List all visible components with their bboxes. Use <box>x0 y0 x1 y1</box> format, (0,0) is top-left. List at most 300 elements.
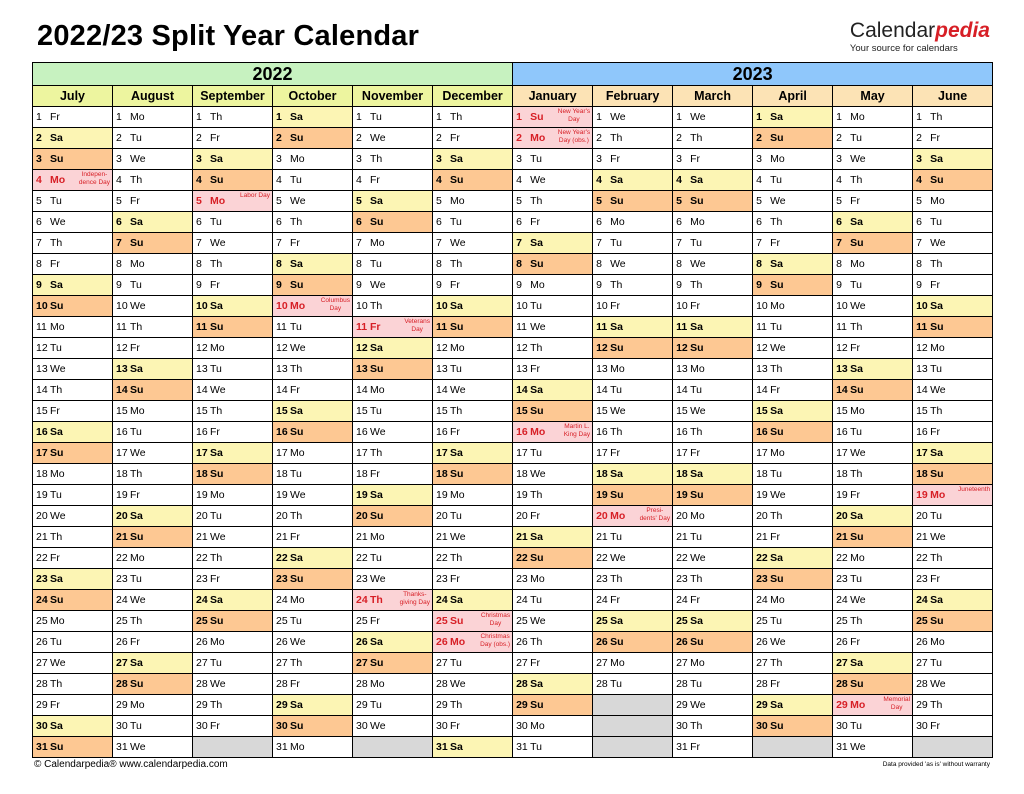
day-cell[interactable] <box>913 338 993 359</box>
day-cell[interactable] <box>273 443 353 464</box>
day-cell[interactable] <box>113 485 193 506</box>
day-cell[interactable] <box>433 737 513 758</box>
day-cell[interactable] <box>433 128 513 149</box>
day-cell[interactable] <box>353 611 433 632</box>
day-cell[interactable] <box>913 485 993 506</box>
day-cell[interactable] <box>33 485 113 506</box>
day-cell[interactable] <box>113 632 193 653</box>
day-cell[interactable] <box>673 149 753 170</box>
day-cell[interactable] <box>513 128 593 149</box>
day-cell[interactable] <box>33 296 113 317</box>
day-cell[interactable] <box>673 191 753 212</box>
day-cell[interactable] <box>353 338 433 359</box>
day-cell[interactable] <box>913 590 993 611</box>
day-cell[interactable] <box>433 380 513 401</box>
day-cell[interactable] <box>673 107 753 128</box>
day-cell[interactable] <box>593 653 673 674</box>
day-cell[interactable] <box>193 611 273 632</box>
day-cell[interactable] <box>273 695 353 716</box>
day-cell[interactable] <box>113 401 193 422</box>
day-cell[interactable] <box>353 569 433 590</box>
day-cell[interactable] <box>273 569 353 590</box>
day-cell[interactable] <box>673 170 753 191</box>
day-cell[interactable] <box>513 611 593 632</box>
day-cell[interactable] <box>673 296 753 317</box>
day-cell[interactable] <box>433 464 513 485</box>
day-cell[interactable] <box>753 107 833 128</box>
day-cell[interactable] <box>513 359 593 380</box>
day-cell[interactable] <box>353 485 433 506</box>
day-cell[interactable] <box>513 716 593 737</box>
day-cell[interactable] <box>753 128 833 149</box>
day-cell[interactable] <box>513 233 593 254</box>
day-cell[interactable] <box>33 233 113 254</box>
day-cell[interactable] <box>833 401 913 422</box>
day-cell[interactable] <box>513 380 593 401</box>
day-cell[interactable] <box>753 695 833 716</box>
day-cell[interactable] <box>753 359 833 380</box>
day-cell[interactable] <box>673 548 753 569</box>
day-cell[interactable] <box>673 380 753 401</box>
day-cell[interactable] <box>913 317 993 338</box>
day-cell[interactable] <box>193 485 273 506</box>
day-cell[interactable] <box>913 611 993 632</box>
day-cell[interactable] <box>273 128 353 149</box>
day-cell[interactable] <box>833 569 913 590</box>
day-cell[interactable] <box>193 128 273 149</box>
day-cell[interactable] <box>513 443 593 464</box>
day-cell[interactable] <box>273 107 353 128</box>
day-cell[interactable] <box>913 296 993 317</box>
day-cell[interactable] <box>833 590 913 611</box>
day-cell[interactable] <box>593 233 673 254</box>
day-cell[interactable] <box>273 548 353 569</box>
day-cell[interactable] <box>673 737 753 758</box>
day-cell[interactable] <box>33 212 113 233</box>
day-cell[interactable] <box>433 695 513 716</box>
day-cell[interactable] <box>273 338 353 359</box>
day-cell[interactable] <box>753 653 833 674</box>
day-cell[interactable] <box>753 569 833 590</box>
day-cell[interactable] <box>33 716 113 737</box>
day-cell[interactable] <box>673 317 753 338</box>
day-cell[interactable] <box>673 674 753 695</box>
day-cell[interactable] <box>753 611 833 632</box>
day-cell[interactable] <box>753 233 833 254</box>
day-cell[interactable] <box>833 149 913 170</box>
day-cell[interactable] <box>913 359 993 380</box>
day-cell[interactable] <box>833 506 913 527</box>
day-cell[interactable] <box>593 149 673 170</box>
day-cell[interactable] <box>33 443 113 464</box>
day-cell[interactable] <box>33 653 113 674</box>
day-cell[interactable] <box>433 611 513 632</box>
day-cell[interactable] <box>593 275 673 296</box>
day-cell[interactable] <box>673 716 753 737</box>
day-cell[interactable] <box>33 401 113 422</box>
day-cell[interactable] <box>33 632 113 653</box>
day-cell[interactable] <box>513 632 593 653</box>
day-cell[interactable] <box>673 233 753 254</box>
day-cell[interactable] <box>33 590 113 611</box>
day-cell[interactable] <box>753 380 833 401</box>
day-cell[interactable] <box>593 296 673 317</box>
day-cell[interactable] <box>913 632 993 653</box>
day-cell[interactable] <box>753 254 833 275</box>
day-cell[interactable] <box>353 191 433 212</box>
day-cell[interactable] <box>433 191 513 212</box>
day-cell[interactable] <box>593 632 673 653</box>
day-cell[interactable] <box>753 170 833 191</box>
day-cell[interactable] <box>753 422 833 443</box>
day-cell[interactable] <box>673 401 753 422</box>
day-cell[interactable] <box>593 506 673 527</box>
day-cell[interactable] <box>33 527 113 548</box>
day-cell[interactable] <box>433 548 513 569</box>
day-cell[interactable] <box>913 212 993 233</box>
day-cell[interactable] <box>193 674 273 695</box>
day-cell[interactable] <box>193 716 273 737</box>
day-cell[interactable] <box>273 359 353 380</box>
day-cell[interactable] <box>833 695 913 716</box>
footer-copyright[interactable]: © Calendarpedia® www.calendarpedia.com <box>34 759 228 770</box>
day-cell[interactable] <box>673 464 753 485</box>
day-cell[interactable] <box>113 695 193 716</box>
day-cell[interactable] <box>673 359 753 380</box>
day-cell[interactable] <box>433 275 513 296</box>
day-cell[interactable] <box>353 401 433 422</box>
day-cell[interactable] <box>193 275 273 296</box>
day-cell[interactable] <box>833 464 913 485</box>
day-cell[interactable] <box>513 590 593 611</box>
day-cell[interactable] <box>193 548 273 569</box>
day-cell[interactable] <box>273 254 353 275</box>
day-cell[interactable] <box>33 128 113 149</box>
day-cell[interactable] <box>673 254 753 275</box>
day-cell[interactable] <box>33 464 113 485</box>
day-cell[interactable] <box>273 170 353 191</box>
day-cell[interactable] <box>833 380 913 401</box>
day-cell[interactable] <box>433 170 513 191</box>
day-cell[interactable] <box>433 233 513 254</box>
day-cell[interactable] <box>593 527 673 548</box>
day-cell[interactable] <box>673 569 753 590</box>
day-cell[interactable] <box>33 359 113 380</box>
day-cell[interactable] <box>353 128 433 149</box>
day-cell[interactable] <box>593 590 673 611</box>
day-cell[interactable] <box>353 548 433 569</box>
day-cell[interactable] <box>273 275 353 296</box>
day-cell[interactable] <box>113 590 193 611</box>
day-cell[interactable] <box>913 716 993 737</box>
day-cell[interactable] <box>513 317 593 338</box>
day-cell[interactable] <box>833 107 913 128</box>
day-cell[interactable] <box>193 170 273 191</box>
day-cell[interactable] <box>833 317 913 338</box>
day-cell[interactable] <box>113 233 193 254</box>
day-cell[interactable] <box>913 548 993 569</box>
day-cell[interactable] <box>673 695 753 716</box>
day-cell[interactable] <box>513 653 593 674</box>
day-cell[interactable] <box>273 317 353 338</box>
day-cell[interactable] <box>33 275 113 296</box>
day-cell[interactable] <box>913 170 993 191</box>
day-cell[interactable] <box>833 233 913 254</box>
day-cell[interactable] <box>513 275 593 296</box>
day-cell[interactable] <box>913 443 993 464</box>
day-cell[interactable] <box>833 548 913 569</box>
day-cell[interactable] <box>193 422 273 443</box>
day-cell[interactable] <box>593 254 673 275</box>
day-cell[interactable] <box>273 149 353 170</box>
day-cell[interactable] <box>833 737 913 758</box>
day-cell[interactable] <box>913 191 993 212</box>
day-cell[interactable] <box>913 674 993 695</box>
day-cell[interactable] <box>833 527 913 548</box>
day-cell[interactable] <box>33 737 113 758</box>
day-cell[interactable] <box>353 674 433 695</box>
day-cell[interactable] <box>753 296 833 317</box>
day-cell[interactable] <box>433 716 513 737</box>
day-cell[interactable] <box>433 485 513 506</box>
day-cell[interactable] <box>913 254 993 275</box>
day-cell[interactable] <box>433 254 513 275</box>
day-cell[interactable] <box>113 191 193 212</box>
day-cell[interactable] <box>113 317 193 338</box>
day-cell[interactable] <box>913 401 993 422</box>
day-cell[interactable] <box>33 107 113 128</box>
day-cell[interactable] <box>113 506 193 527</box>
day-cell[interactable] <box>913 275 993 296</box>
day-cell[interactable] <box>753 716 833 737</box>
day-cell[interactable] <box>353 695 433 716</box>
day-cell[interactable] <box>353 317 433 338</box>
day-cell[interactable] <box>673 506 753 527</box>
day-cell[interactable] <box>33 254 113 275</box>
day-cell[interactable] <box>353 275 433 296</box>
day-cell[interactable] <box>593 212 673 233</box>
day-cell[interactable] <box>593 485 673 506</box>
day-cell[interactable] <box>673 443 753 464</box>
day-cell[interactable] <box>273 716 353 737</box>
day-cell[interactable] <box>593 191 673 212</box>
day-cell[interactable] <box>513 506 593 527</box>
day-cell[interactable] <box>433 527 513 548</box>
day-cell[interactable] <box>513 485 593 506</box>
day-cell[interactable] <box>673 128 753 149</box>
day-cell[interactable] <box>113 464 193 485</box>
day-cell[interactable] <box>513 695 593 716</box>
day-cell[interactable] <box>753 275 833 296</box>
day-cell[interactable] <box>833 338 913 359</box>
day-cell[interactable] <box>113 527 193 548</box>
day-cell[interactable] <box>833 170 913 191</box>
day-cell[interactable] <box>353 716 433 737</box>
day-cell[interactable] <box>353 443 433 464</box>
day-cell[interactable] <box>433 149 513 170</box>
day-cell[interactable] <box>193 191 273 212</box>
day-cell[interactable] <box>913 653 993 674</box>
day-cell[interactable] <box>353 359 433 380</box>
day-cell[interactable] <box>273 233 353 254</box>
day-cell[interactable] <box>833 254 913 275</box>
day-cell[interactable] <box>193 506 273 527</box>
day-cell[interactable] <box>833 128 913 149</box>
day-cell[interactable] <box>513 548 593 569</box>
day-cell[interactable] <box>433 506 513 527</box>
day-cell[interactable] <box>513 338 593 359</box>
day-cell[interactable] <box>113 653 193 674</box>
day-cell[interactable] <box>193 632 273 653</box>
day-cell[interactable] <box>913 128 993 149</box>
day-cell[interactable] <box>513 296 593 317</box>
day-cell[interactable] <box>433 653 513 674</box>
day-cell[interactable] <box>273 464 353 485</box>
day-cell[interactable] <box>513 254 593 275</box>
day-cell[interactable] <box>273 653 353 674</box>
day-cell[interactable] <box>353 149 433 170</box>
day-cell[interactable] <box>193 149 273 170</box>
day-cell[interactable] <box>353 653 433 674</box>
day-cell[interactable] <box>273 737 353 758</box>
day-cell[interactable] <box>353 254 433 275</box>
day-cell[interactable] <box>113 149 193 170</box>
day-cell[interactable] <box>273 506 353 527</box>
day-cell[interactable] <box>33 149 113 170</box>
day-cell[interactable] <box>833 611 913 632</box>
day-cell[interactable] <box>593 443 673 464</box>
day-cell[interactable] <box>913 695 993 716</box>
day-cell[interactable] <box>833 359 913 380</box>
day-cell[interactable] <box>273 674 353 695</box>
day-cell[interactable] <box>433 296 513 317</box>
day-cell[interactable] <box>193 401 273 422</box>
day-cell[interactable] <box>193 317 273 338</box>
day-cell[interactable] <box>113 443 193 464</box>
day-cell[interactable] <box>513 401 593 422</box>
day-cell[interactable] <box>513 464 593 485</box>
day-cell[interactable] <box>833 632 913 653</box>
day-cell[interactable] <box>113 254 193 275</box>
day-cell[interactable] <box>433 359 513 380</box>
day-cell[interactable] <box>753 674 833 695</box>
day-cell[interactable] <box>113 275 193 296</box>
day-cell[interactable] <box>833 653 913 674</box>
day-cell[interactable] <box>193 443 273 464</box>
day-cell[interactable] <box>33 317 113 338</box>
day-cell[interactable] <box>353 170 433 191</box>
day-cell[interactable] <box>593 170 673 191</box>
day-cell[interactable] <box>913 506 993 527</box>
day-cell[interactable] <box>833 191 913 212</box>
day-cell[interactable] <box>273 527 353 548</box>
day-cell[interactable] <box>273 380 353 401</box>
day-cell[interactable] <box>833 275 913 296</box>
day-cell[interactable] <box>593 359 673 380</box>
day-cell[interactable] <box>33 338 113 359</box>
day-cell[interactable] <box>913 527 993 548</box>
day-cell[interactable] <box>33 191 113 212</box>
day-cell[interactable] <box>113 128 193 149</box>
day-cell[interactable] <box>113 107 193 128</box>
day-cell[interactable] <box>433 590 513 611</box>
day-cell[interactable] <box>513 107 593 128</box>
day-cell[interactable] <box>33 170 113 191</box>
day-cell[interactable] <box>833 674 913 695</box>
day-cell[interactable] <box>753 506 833 527</box>
day-cell[interactable] <box>353 296 433 317</box>
day-cell[interactable] <box>273 401 353 422</box>
day-cell[interactable] <box>673 653 753 674</box>
day-cell[interactable] <box>833 485 913 506</box>
day-cell[interactable] <box>753 548 833 569</box>
day-cell[interactable] <box>433 107 513 128</box>
day-cell[interactable] <box>833 443 913 464</box>
day-cell[interactable] <box>193 254 273 275</box>
day-cell[interactable] <box>113 359 193 380</box>
day-cell[interactable] <box>593 464 673 485</box>
day-cell[interactable] <box>593 422 673 443</box>
day-cell[interactable] <box>593 317 673 338</box>
day-cell[interactable] <box>33 569 113 590</box>
day-cell[interactable] <box>513 422 593 443</box>
day-cell[interactable] <box>113 569 193 590</box>
day-cell[interactable] <box>273 422 353 443</box>
day-cell[interactable] <box>193 527 273 548</box>
day-cell[interactable] <box>433 632 513 653</box>
day-cell[interactable] <box>113 338 193 359</box>
day-cell[interactable] <box>193 359 273 380</box>
day-cell[interactable] <box>513 149 593 170</box>
day-cell[interactable] <box>433 569 513 590</box>
day-cell[interactable] <box>513 527 593 548</box>
day-cell[interactable] <box>353 212 433 233</box>
day-cell[interactable] <box>673 422 753 443</box>
day-cell[interactable] <box>113 296 193 317</box>
day-cell[interactable] <box>113 716 193 737</box>
day-cell[interactable] <box>433 422 513 443</box>
day-cell[interactable] <box>673 275 753 296</box>
day-cell[interactable] <box>193 569 273 590</box>
day-cell[interactable] <box>273 296 353 317</box>
day-cell[interactable] <box>753 401 833 422</box>
day-cell[interactable] <box>193 338 273 359</box>
day-cell[interactable] <box>33 548 113 569</box>
day-cell[interactable] <box>753 485 833 506</box>
day-cell[interactable] <box>193 695 273 716</box>
day-cell[interactable] <box>353 107 433 128</box>
day-cell[interactable] <box>593 380 673 401</box>
day-cell[interactable] <box>593 674 673 695</box>
day-cell[interactable] <box>273 191 353 212</box>
day-cell[interactable] <box>113 380 193 401</box>
day-cell[interactable] <box>593 107 673 128</box>
day-cell[interactable] <box>353 464 433 485</box>
day-cell[interactable] <box>513 191 593 212</box>
day-cell[interactable] <box>913 464 993 485</box>
day-cell[interactable] <box>433 317 513 338</box>
day-cell[interactable] <box>33 380 113 401</box>
day-cell[interactable] <box>753 338 833 359</box>
day-cell[interactable] <box>913 569 993 590</box>
day-cell[interactable] <box>593 569 673 590</box>
day-cell[interactable] <box>673 485 753 506</box>
day-cell[interactable] <box>673 338 753 359</box>
day-cell[interactable] <box>833 716 913 737</box>
day-cell[interactable] <box>273 212 353 233</box>
day-cell[interactable] <box>433 443 513 464</box>
day-cell[interactable] <box>273 485 353 506</box>
